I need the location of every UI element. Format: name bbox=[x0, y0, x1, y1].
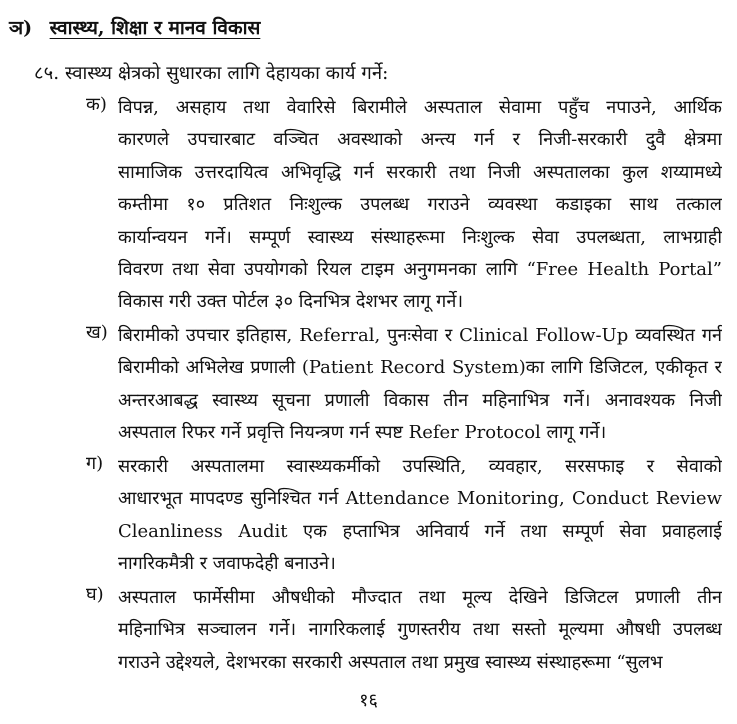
text-line: विवरण तथा सेवा उपयोगको रियल टाइम अनुगमनका लागि “Free Health Portal” bbox=[118, 258, 722, 280]
text-line: Cleanliness Audit एक हप्ताभित्र अनिवार्य गर्ने तथा सम्पूर्ण सेवा प्रवाहलाई bbox=[118, 520, 722, 542]
section-number: ञ) bbox=[9, 17, 33, 39]
text-line: अस्पताल रिफर गर्ने प्रवृत्ति नियन्त्रण गर्न स्पष्ट Refer Protocol लागू गर्ने। bbox=[118, 422, 607, 444]
text-line: बिरामीको उपचार इतिहास, Referral, पुनःसेवा र Clinical Follow-Up व्यवस्थित गर्न bbox=[118, 325, 722, 346]
list-item-gha bbox=[86, 582, 722, 679]
text-line: बिरामीको अभिलेख प्रणाली (Patient Record System)का लागि डिजिटल, एकीकृत र bbox=[118, 357, 722, 379]
text-line: विकास गरी उक्त पोर्टल ३० दिनभित्र देशभर लागू गर्ने। bbox=[118, 291, 464, 313]
text-line: आधारभूत मापदण्ड सुनिश्चित गर्न Attendance Monitoring, Conduct Review bbox=[118, 488, 722, 510]
text-line: विपन्न, असहाय तथा वेवारिसे बिरामीले अस्पताल सेवामा पहुँच नपाउने, आर्थिक bbox=[118, 97, 722, 118]
list-item-kha bbox=[86, 320, 722, 450]
list-marker: घ) bbox=[86, 584, 104, 605]
section-heading bbox=[9, 14, 260, 40]
text-line: कारणले उपचारबाट वञ्चित अवस्थाको अन्त्य गर्न र निजी-सरकारी दुवै क्षेत्रमा bbox=[118, 129, 722, 151]
list-marker: ग) bbox=[86, 453, 104, 474]
text-line: अस्पताल फार्मेसीमा औषधीको मौज्दात तथा मूल्य देखिने डिजिटल प्रणाली तीन bbox=[118, 587, 722, 608]
text-line: कार्यान्वयन गर्ने। सम्पूर्ण स्वास्थ्य संस्थाहरूमा निःशुल्क सेवा उपलब्धता, लाभग्राही bbox=[118, 226, 722, 248]
page-number: १६ bbox=[359, 690, 378, 711]
text-line: गराउने उद्देश्यले, देशभरका सरकारी अस्पताल तथा प्रमुख स्वास्थ्य संस्थाहरूमा “सुलभ bbox=[118, 651, 663, 673]
text-line: कम्तीमा १० प्रतिशत निःशुल्क उपलब्ध गराउने व्यवस्था कडाइका साथ तत्काल bbox=[118, 194, 722, 216]
text-line: नागरिकमैत्री र जवाफदेही बनाउने। bbox=[118, 553, 336, 575]
text-line: महिनाभित्र सञ्चालन गर्ने। नागरिकलाई गुणस्तरीय तथा सस्तो मूल्यमा औषधी उपलब्ध bbox=[118, 619, 722, 641]
list-item-ga bbox=[86, 451, 722, 581]
list-marker: ख) bbox=[86, 322, 108, 343]
list-marker: क) bbox=[86, 94, 107, 115]
section-title: स्वास्थ्य, शिक्षा र मानव विकास bbox=[49, 17, 261, 39]
text-line: सामाजिक उत्तरदायित्व अभिवृद्धि गर्न सरकारी तथा निजी अस्पतालका कुल शय्यामध्ये bbox=[118, 161, 722, 183]
text-line: अन्तरआबद्ध स्वास्थ्य सूचना प्रणाली विकास तीन महिनाभित्र गर्ने। अनावश्यक निजी bbox=[118, 389, 722, 411]
text-line: सरकारी अस्पतालमा स्वास्थ्यकर्मीको उपस्थिति, व्यवहार, सरसफाइ र सेवाको bbox=[118, 456, 722, 477]
list-item-ka bbox=[86, 92, 722, 319]
paragraph-intro: ८५. स्वास्थ्य क्षेत्रको सुधारका लागि देहायका कार्य गर्ने: bbox=[34, 63, 389, 84]
